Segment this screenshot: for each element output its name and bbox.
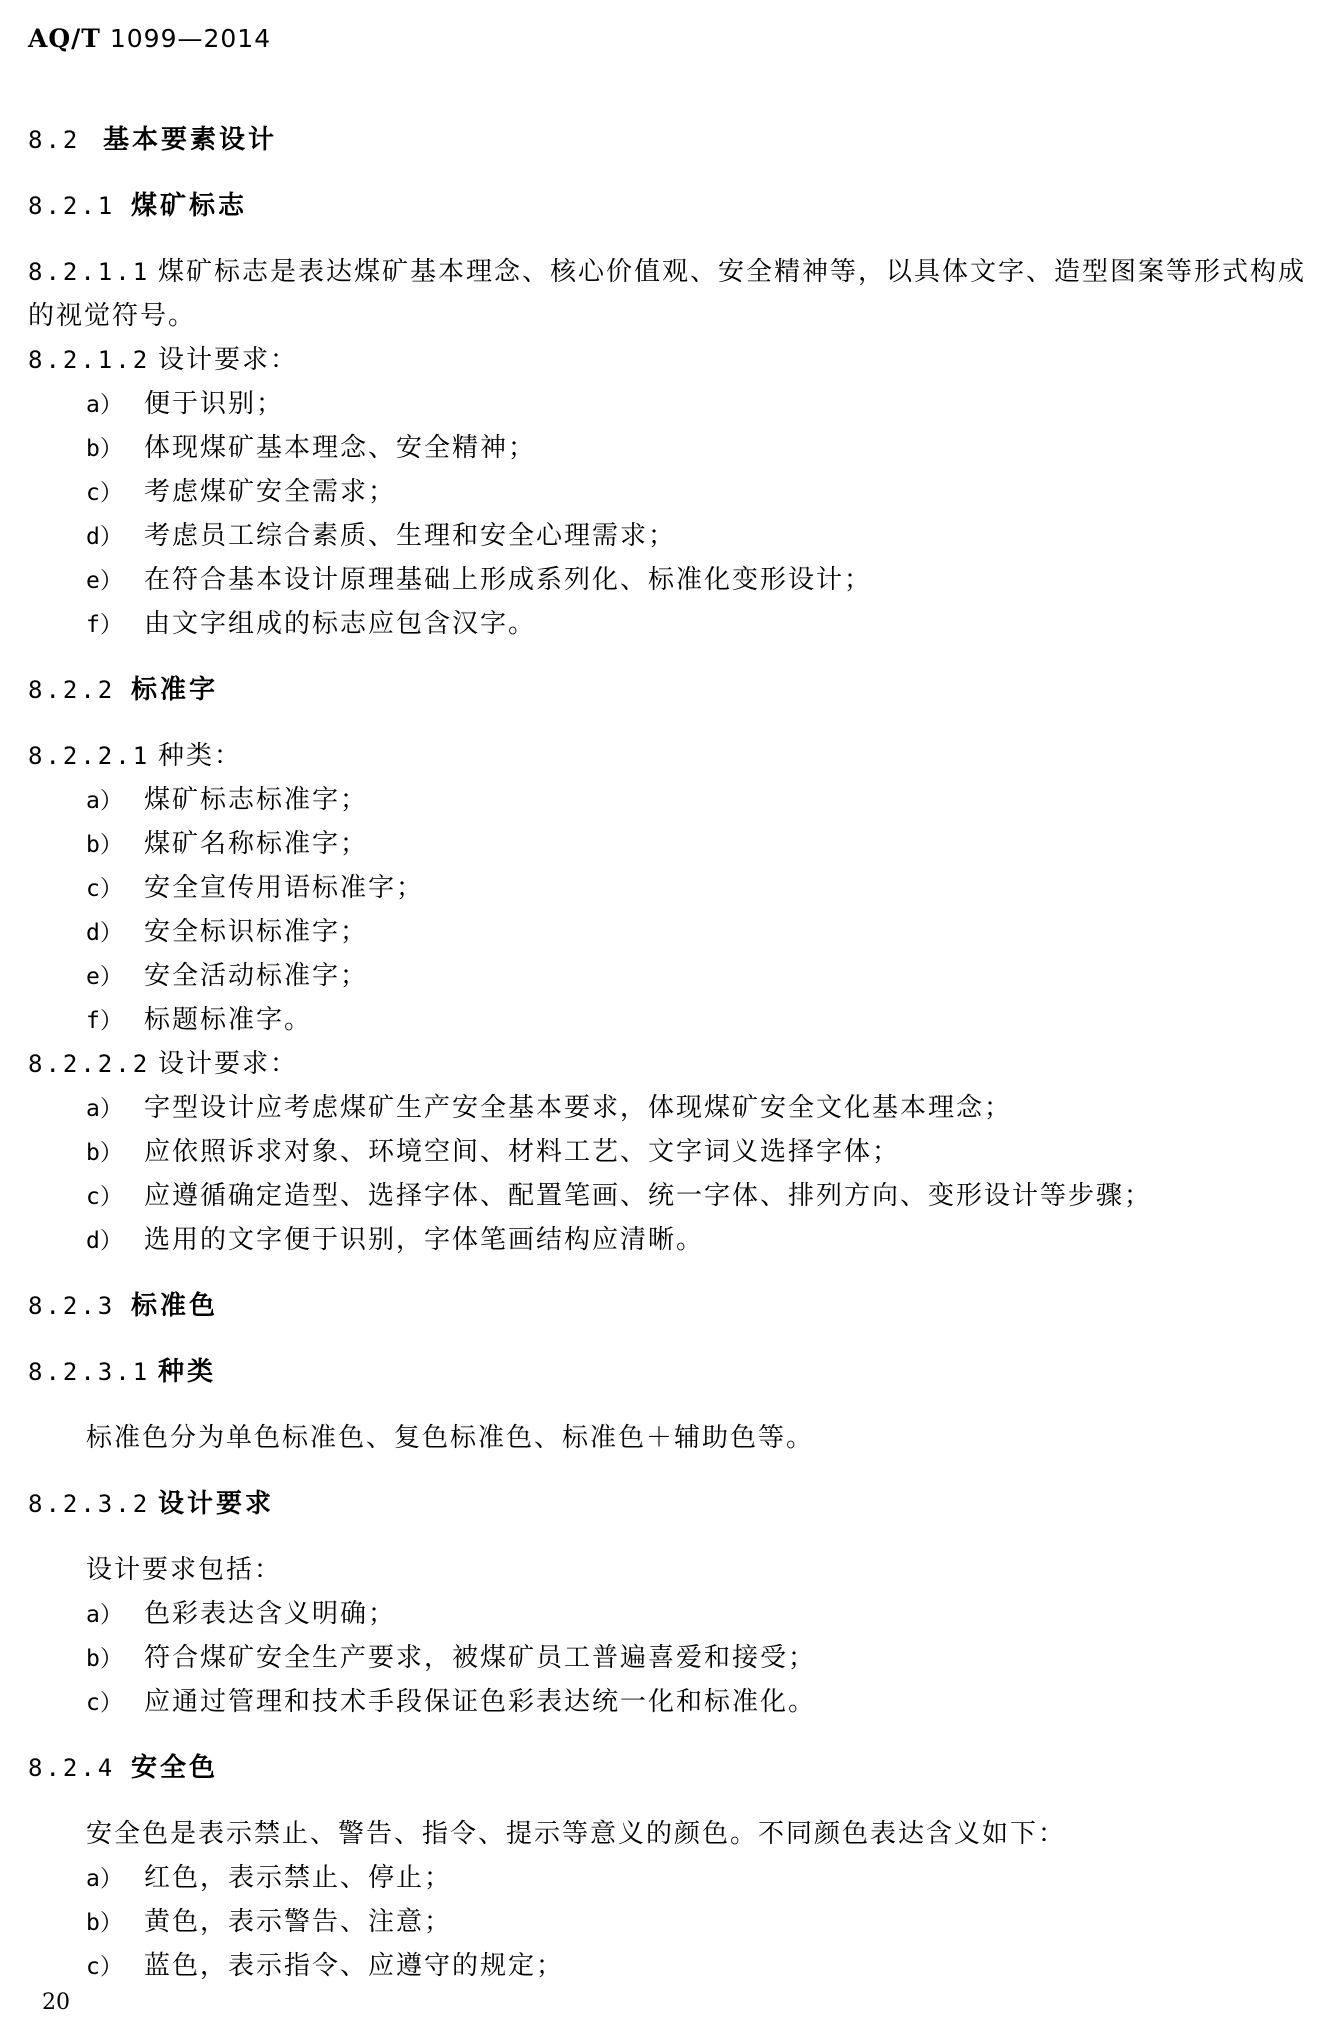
item-text: 红色，表示禁止、停止；	[144, 1863, 453, 1893]
standard-code: AQ/T	[28, 24, 101, 53]
list-item	[86, 1680, 816, 1725]
list-item	[86, 470, 396, 515]
section-number: 8.2	[28, 126, 81, 154]
item-text: 便于识别；	[144, 389, 285, 419]
section-8-2-2-heading	[28, 668, 218, 712]
item-label: c）	[86, 1184, 123, 1210]
item-text: 蓝色，表示指令、应遵守的规定；	[144, 1951, 565, 1981]
clause-number: 8.2.1.1	[28, 258, 151, 286]
item-label: b）	[86, 436, 123, 462]
list-item	[86, 1086, 1012, 1131]
item-label: d）	[86, 920, 123, 946]
item-label: e）	[86, 568, 123, 594]
item-text: 应通过管理和技术手段保证色彩表达统一化和标准化。	[144, 1687, 817, 1717]
list-item	[86, 910, 368, 955]
list-item	[86, 1636, 816, 1681]
item-label: a）	[86, 1602, 123, 1628]
section-8-2-3-heading	[28, 1284, 218, 1328]
item-label: d）	[86, 524, 123, 550]
section-title: 标准字	[131, 675, 219, 705]
list-item	[86, 426, 536, 471]
list-item	[86, 1174, 1152, 1219]
clause-number: 8.2.3.1	[28, 1358, 151, 1386]
item-text: 字型设计应考虑煤矿生产安全基本要求，体现煤矿安全文化基本理念；	[144, 1093, 1013, 1123]
list-item	[86, 602, 536, 647]
list-item	[86, 822, 368, 867]
section-number: 8.2.2	[28, 676, 116, 704]
clause-8-2-3-2-intro: 设计要求包括：	[86, 1555, 283, 1585]
section-number: 8.2.3	[28, 1292, 116, 1320]
item-text: 符合煤矿安全生产要求，被煤矿员工普遍喜爱和接受；	[144, 1643, 817, 1673]
section-8-2-1-heading	[28, 184, 247, 228]
item-text: 在符合基本设计原理基础上形成系列化、标准化变形设计；	[144, 565, 873, 595]
item-label: d）	[86, 1228, 123, 1254]
list-item	[86, 558, 872, 603]
list-item	[86, 382, 284, 427]
list-item	[86, 954, 368, 999]
item-text: 煤矿标志标准字；	[144, 785, 369, 815]
item-label: a）	[86, 788, 123, 814]
item-label: c）	[86, 1690, 123, 1716]
item-label: b）	[86, 832, 123, 858]
item-label: a）	[86, 1096, 123, 1122]
list-item	[86, 514, 676, 559]
item-label: b）	[86, 1140, 123, 1166]
item-text: 考虑煤矿安全需求；	[144, 477, 397, 507]
list-item	[86, 1900, 452, 1945]
clause-number: 8.2.1.2	[28, 346, 151, 374]
list-item	[86, 1592, 396, 1637]
item-text: 安全活动标准字；	[144, 961, 369, 991]
item-label: b）	[86, 1646, 123, 1672]
section-title: 煤矿标志	[131, 191, 248, 221]
clause-text: 设计要求：	[158, 1049, 299, 1079]
clause-text: 设计要求：	[158, 345, 299, 375]
item-label: c）	[86, 876, 123, 902]
item-text: 安全宣传用语标准字；	[144, 873, 425, 903]
section-number: 8.2.4	[28, 1754, 116, 1782]
clause-number: 8.2.3.2	[28, 1490, 151, 1518]
page-number: 20	[42, 1990, 70, 2015]
list-item	[86, 866, 424, 911]
clause-text: 煤矿标志是表达煤矿基本理念、核心价值观、安全精神等，以具体文字、造型图案等形式构成的视觉符号。	[28, 257, 1307, 331]
item-text: 由文字组成的标志应包含汉字。	[144, 609, 537, 639]
list-item	[86, 1856, 452, 1901]
item-label: a）	[86, 392, 123, 418]
clause-title: 种类	[158, 1357, 217, 1387]
clause-title: 设计要求	[158, 1489, 275, 1519]
item-label: f）	[86, 612, 123, 638]
item-text: 考虑员工综合素质、生理和安全心理需求；	[144, 521, 677, 551]
section-8-2-4-intro: 安全色是表示禁止、警告、指令、提示等意义的颜色。不同颜色表达含义如下：	[86, 1819, 1067, 1849]
section-title: 安全色	[131, 1753, 219, 1783]
item-label: f）	[86, 1008, 123, 1034]
item-text: 煤矿名称标准字；	[144, 829, 369, 859]
item-label: c）	[86, 480, 123, 506]
clause-8-2-2-1	[28, 734, 242, 778]
section-8-2-heading	[28, 118, 277, 162]
item-label: b）	[86, 1910, 123, 1936]
item-label: a）	[86, 1866, 123, 1892]
section-8-2-4-heading	[28, 1746, 218, 1790]
section-title: 基本要素设计	[103, 125, 278, 155]
clause-8-2-1-1	[28, 250, 1310, 338]
clause-number: 8.2.2.2	[28, 1050, 151, 1078]
clause-8-2-1-2	[28, 338, 298, 382]
section-title: 标准色	[131, 1291, 219, 1321]
section-number: 8.2.1	[28, 192, 116, 220]
list-item	[86, 998, 312, 1043]
item-text: 安全标识标准字；	[144, 917, 369, 947]
clause-text: 种类：	[158, 741, 243, 771]
item-label: c）	[86, 1954, 123, 1980]
item-text: 应遵循确定造型、选择字体、配置笔画、统一字体、排列方向、变形设计等步骤；	[144, 1181, 1153, 1211]
item-label: e）	[86, 964, 123, 990]
clause-8-2-3-1-text: 标准色分为单色标准色、复色标准色、标准色＋辅助色等。	[86, 1423, 815, 1453]
clause-8-2-3-2-heading	[28, 1482, 274, 1526]
list-item	[86, 1944, 564, 1989]
item-text: 应依照诉求对象、环境空间、材料工艺、文字词义选择字体；	[144, 1137, 901, 1167]
list-item	[86, 1130, 900, 1175]
document-header	[28, 24, 271, 53]
item-text: 色彩表达含义明确；	[144, 1599, 397, 1629]
clause-number: 8.2.2.1	[28, 742, 151, 770]
item-text: 体现煤矿基本理念、安全精神；	[144, 433, 537, 463]
item-text: 选用的文字便于识别，字体笔画结构应清晰。	[144, 1225, 705, 1255]
clause-8-2-2-2	[28, 1042, 298, 1086]
item-text: 黄色，表示警告、注意；	[144, 1907, 453, 1937]
clause-8-2-3-1-heading	[28, 1350, 216, 1394]
list-item	[86, 1218, 704, 1263]
standard-number: 1099—2014	[109, 24, 272, 53]
item-text: 标题标准字。	[144, 1005, 313, 1035]
list-item	[86, 778, 368, 823]
